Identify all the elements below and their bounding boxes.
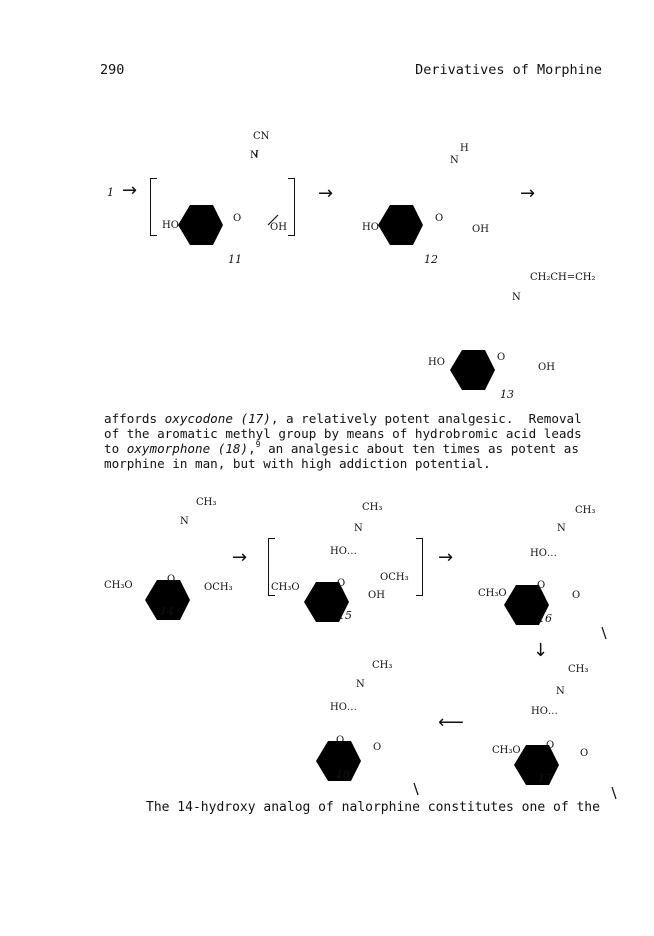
compound-number-16: 16 [538,612,552,625]
allyl-label: CH₂CH=CH₂ [530,272,596,283]
body-text-continued: The 14-hydroxy analog of nalorphine constitutes one of the [146,800,600,815]
compound-number-12: 12 [424,253,438,266]
o-label: O [337,578,346,589]
compound-number-17: 17 [538,772,552,785]
o-label: O [233,213,242,224]
n-label: N [356,679,365,690]
ho-label: HO [162,220,179,231]
och3-aryl-label: CH₃O [271,582,300,593]
ch3-label: CH₃ [196,497,217,508]
o-label: O [497,352,506,363]
n-label: N [557,523,566,534]
structure-14 [125,525,265,635]
reaction-arrow: → [520,183,536,204]
running-head: Derivatives of Morphine [415,62,602,78]
start-compound-label: 1 [107,186,114,199]
n-label: N [512,292,521,303]
ch3-label: CH₃ [362,502,383,513]
oh-label: OH [472,224,489,235]
ketone-o-label: O [580,748,589,759]
reaction-arrow: → [318,183,334,204]
reaction-arrow: → [122,180,138,201]
oh-label: OH [368,590,385,601]
cn-label: CN [253,131,270,142]
o-label: O [336,735,345,746]
structure-12 [358,150,498,260]
och3-aryl-label: CH₃O [492,745,521,756]
ch3-label: CH₃ [575,505,596,516]
ho14-label: HO… [330,702,357,713]
och3-aryl-label: CH₃O [478,588,507,599]
ho14-label: HO… [531,706,558,717]
o-label: O [537,580,546,591]
reaction-arrow-left: ⟵ [438,712,464,733]
n-label: N [250,150,259,161]
o-label: O [546,740,555,751]
n-label: N [556,686,565,697]
n-label: N [180,516,189,527]
compound-number-11: 11 [228,253,242,266]
reaction-arrow: → [438,547,454,568]
structure-11 [158,150,298,260]
ketone-o-label: O [373,742,382,753]
compound-number-18: 18 [336,768,350,781]
n-label: N [450,155,459,166]
ch3-label: CH₃ [372,660,393,671]
compound-number-14: 14 [160,605,174,618]
och3-aryl-label: CH₃O [104,580,133,591]
ho14-label: HO… [530,548,557,559]
ho14-label: HO… [330,546,357,557]
oh-label: OH [270,222,287,233]
reaction-arrow-down: ↓ [533,640,549,661]
reaction-arrow: → [232,547,248,568]
och3-label: OCH₃ [204,582,233,593]
structure-18 [296,686,436,796]
ho-label: HO [362,222,379,233]
h-label: H [460,143,469,154]
body-text: affords oxycodone (17), a relatively potent analgesic. Removal of the aromatic methyl group by means of hydrobromic acid leads to oxymorphone (18),$^9$ an analgesic about ten times as potent as morphine in man, but with high addiction potential. [104,411,582,471]
ho-label: HO [428,357,445,368]
n-label: N [354,523,363,534]
compound-number-15: 15 [338,609,352,622]
o-label: O [167,574,176,585]
bracket-left [150,178,157,236]
och3-label: OCH₃ [380,572,409,583]
ch3-label: CH₃ [568,664,589,675]
oh-label: OH [538,362,555,373]
ketone-o-label: O [572,590,581,601]
structure-16 [484,530,624,640]
compound-number-13: 13 [500,388,514,401]
o-label: O [435,213,444,224]
page-number: 290 [100,62,125,78]
